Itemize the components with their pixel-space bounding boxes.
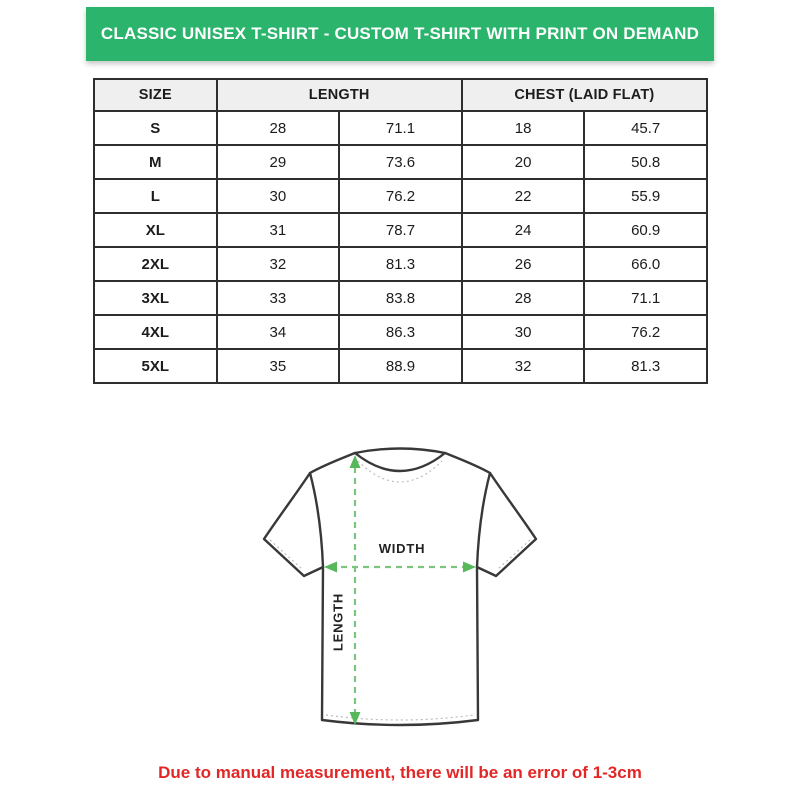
length-cm-cell: 81.3 xyxy=(339,247,462,281)
tshirt-diagram xyxy=(250,437,550,747)
length-in-cell: 28 xyxy=(217,111,340,145)
chest-in-cell: 22 xyxy=(462,179,585,213)
length-in-cell: 34 xyxy=(217,315,340,349)
chest-cm-cell: 45.7 xyxy=(584,111,707,145)
chest-cm-cell: 60.9 xyxy=(584,213,707,247)
chest-in-cell: 30 xyxy=(462,315,585,349)
table-row xyxy=(94,349,707,383)
measurement-disclaimer: Due to manual measurement, there will be an error of 1-3cm xyxy=(158,763,642,782)
length-cm-cell: 78.7 xyxy=(339,213,462,247)
table-row xyxy=(94,145,707,179)
width-dimension-label: WIDTH xyxy=(378,541,426,556)
table-row xyxy=(94,281,707,315)
chest-cm-cell: 71.1 xyxy=(584,281,707,315)
chest-cm-cell: 50.8 xyxy=(584,145,707,179)
length-cm-cell: 71.1 xyxy=(339,111,462,145)
chest-in-cell: 32 xyxy=(462,349,585,383)
chest-cm-cell: 66.0 xyxy=(584,247,707,281)
size-cell: 5XL xyxy=(94,349,217,383)
tshirt-outline xyxy=(264,449,536,726)
table-row xyxy=(94,179,707,213)
length-cm-cell: 73.6 xyxy=(339,145,462,179)
size-table xyxy=(93,78,708,384)
column-header-size: SIZE xyxy=(94,79,217,111)
length-in-cell: 33 xyxy=(217,281,340,315)
length-in-cell: 32 xyxy=(217,247,340,281)
length-in-cell: 31 xyxy=(217,213,340,247)
chest-cm-cell: 81.3 xyxy=(584,349,707,383)
table-row xyxy=(94,213,707,247)
chest-in-cell: 28 xyxy=(462,281,585,315)
chest-cm-cell: 76.2 xyxy=(584,315,707,349)
length-cm-cell: 88.9 xyxy=(339,349,462,383)
title-banner xyxy=(86,7,714,61)
size-chart xyxy=(93,78,708,384)
length-in-cell: 29 xyxy=(217,145,340,179)
length-in-cell: 30 xyxy=(217,179,340,213)
length-dimension-label: LENGTH xyxy=(330,592,346,652)
column-header-length: LENGTH xyxy=(217,79,462,111)
size-cell: S xyxy=(94,111,217,145)
length-in-cell: 35 xyxy=(217,349,340,383)
length-cm-cell: 86.3 xyxy=(339,315,462,349)
size-cell: XL xyxy=(94,213,217,247)
size-cell: L xyxy=(94,179,217,213)
size-cell: 4XL xyxy=(94,315,217,349)
length-cm-cell: 76.2 xyxy=(339,179,462,213)
table-row xyxy=(94,315,707,349)
size-cell: 3XL xyxy=(94,281,217,315)
page-title: CLASSIC UNISEX T-SHIRT - CUSTOM T-SHIRT WITH PRINT ON DEMAND xyxy=(100,24,700,43)
table-row xyxy=(94,247,707,281)
chest-in-cell: 20 xyxy=(462,145,585,179)
chest-in-cell: 24 xyxy=(462,213,585,247)
table-row xyxy=(94,111,707,145)
column-header-chest: CHEST (LAID FLAT) xyxy=(462,79,707,111)
chest-cm-cell: 55.9 xyxy=(584,179,707,213)
size-cell: 2XL xyxy=(94,247,217,281)
size-cell: M xyxy=(94,145,217,179)
table-header-row xyxy=(94,79,707,111)
length-cm-cell: 83.8 xyxy=(339,281,462,315)
chest-in-cell: 26 xyxy=(462,247,585,281)
chest-in-cell: 18 xyxy=(462,111,585,145)
